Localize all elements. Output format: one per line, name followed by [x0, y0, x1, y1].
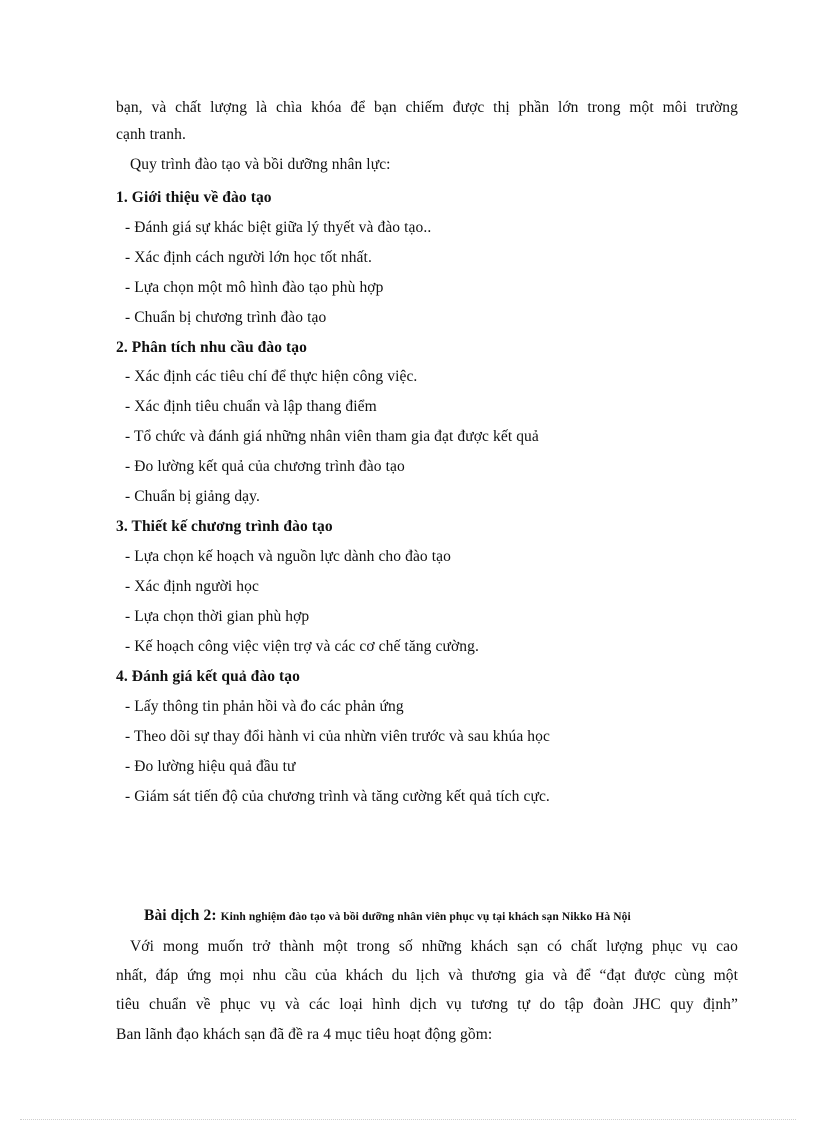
section-3-item: - Xác định người học [125, 578, 259, 595]
intro-line-2: cạnh tranh. [116, 126, 186, 143]
section-4-item: - Lấy thông tin phản hồi và đo các phản ứng [125, 698, 404, 715]
bai-dich-2-label: Bài dịch 2: [144, 907, 217, 924]
section-4-item: - Theo dõi sự thay đổi hành vi của nhừn viên trước và sau khúa học [125, 728, 550, 745]
section-2-heading: 2. Phân tích nhu cầu đào tạo [116, 339, 307, 356]
section-1-heading: 1. Giới thiệu về đào tạo [116, 189, 272, 206]
section-2-item: - Tổ chức và đánh giá những nhân viên tham gia đạt được kết quả [125, 428, 539, 445]
section-2-item: - Chuẩn bị giảng dạy. [125, 488, 260, 505]
section-2-item: - Xác định các tiêu chí để thực hiện công việc. [125, 368, 418, 385]
bai-dich-2-para-line: nhất, đáp ứng mọi nhu cầu của khách du lịch và thương gia và để “đạt được cùng một [116, 967, 738, 984]
process-title: Quy trình đào tạo và bồi dưỡng nhân lực: [130, 156, 391, 173]
intro-line-1: bạn, và chất lượng là chìa khóa để bạn chiếm được thị phần lớn trong một môi trường [116, 99, 738, 116]
section-1-item: - Xác định cách người lớn học tốt nhất. [125, 249, 372, 266]
section-4-item: - Đo lường hiệu quả đầu tư [125, 758, 296, 775]
section-2-item: - Xác định tiêu chuẩn và lập thang điểm [125, 398, 377, 415]
section-3-item: - Lựa chọn thời gian phù hợp [125, 608, 310, 625]
bai-dich-2-para-line: Với mong muốn trở thành một trong số những khách sạn có chất lượng phục vụ cao [130, 938, 738, 955]
bai-dich-2-subtitle: Kinh nghiệm đào tạo và bồi dưỡng nhân viên phục vụ tại khách sạn Nikko Hà Nội [220, 911, 631, 923]
section-2-item: - Đo lường kết quả của chương trình đào tạo [125, 458, 405, 475]
bai-dich-2-para-line: tiêu chuẩn về phục vụ và các loại hình dịch vụ tương tự do tập đoàn JHC quy định” [116, 996, 738, 1013]
bai-dich-2-para-line: Ban lãnh đạo khách sạn đã đề ra 4 mục tiêu hoạt động gồm: [116, 1026, 493, 1043]
bai-dich-2-title [144, 907, 631, 925]
section-1-item: - Đánh giá sự khác biệt giữa lý thyết và đào tạo.. [125, 219, 432, 236]
page-bottom-rule [20, 1119, 796, 1120]
section-3-heading: 3. Thiết kế chương trình đào tạo [116, 518, 333, 535]
section-4-item: - Giám sát tiến độ của chương trình và tăng cường kết quả tích cực. [125, 788, 550, 805]
section-1-item: - Chuẩn bị chương trình đào tạo [125, 309, 327, 326]
section-3-item: - Lựa chọn kế hoạch và nguồn lực dành cho đào tạo [125, 548, 451, 565]
section-1-item: - Lựa chọn một mô hình đào tạo phù hợp [125, 279, 384, 296]
section-3-item: - Kế hoạch công việc viện trợ và các cơ chế tăng cường. [125, 638, 479, 655]
section-4-heading: 4. Đánh giá kết quả đào tạo [116, 668, 300, 685]
